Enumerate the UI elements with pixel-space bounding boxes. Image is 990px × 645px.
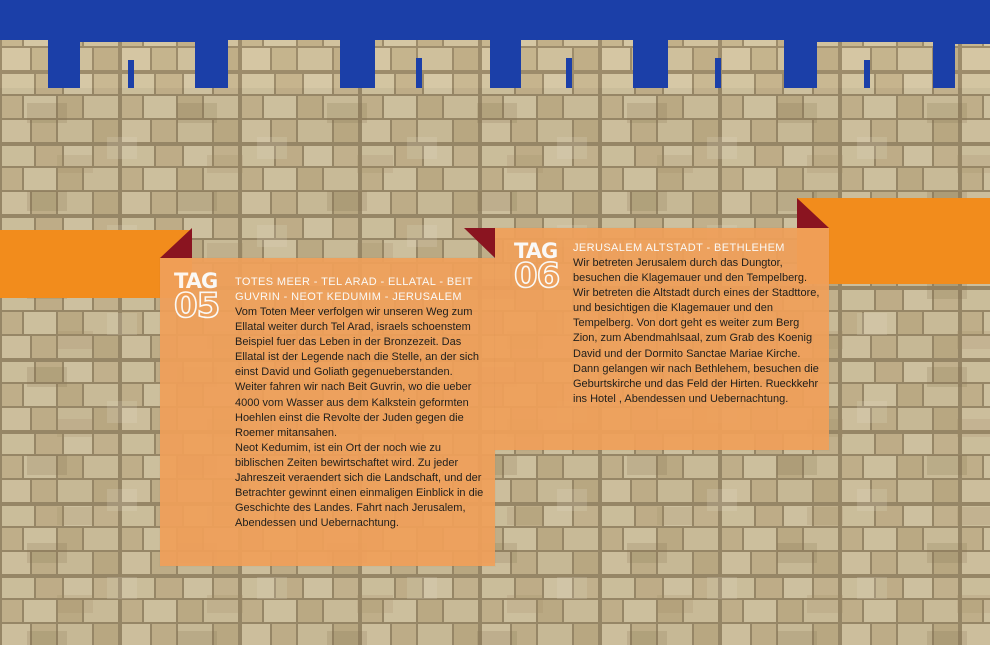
day-badge: [514, 239, 560, 297]
day-paragraph: Vom Toten Meer verfolgen wir unseren Weg zum Ellatal weiter durch Tel Arad, israels schoenstem Beispiel fuer das Leben in der Bronzezeit. Das Ellatal ist der Legende nach die Stelle, an der sich einst David und Goliath gegenueberstanden.: [235, 306, 479, 379]
day-paragraph: Weiter fahren wir nach Beit Guvrin, wo die ueber 4000 vom Wasser aus dem Kalkstein geformten Hoehlen einst die Revolte der Juden gegen die Roemer mitansahen.: [235, 381, 472, 439]
day-badge: [174, 269, 220, 327]
day-title: TOTES MEER - TEL ARAD - ELLATAL - BEIT GUVRIN - NEOT KEDUMIM - JERUSALEM: [235, 276, 473, 303]
day-paragraph: Wir betreten Jerusalem durch das Dungtor, besuchen die Klagemauer und den Tempelberg. Wir betreten die Altstadt durch eines der Stadttore, und besichtigen die Klagemauer und den Tempelberg. Von dort geht es weiter zum Berg Zion, zum Abendmahlsaal, zum Grab des Koenig David und der Dormito Sanctae Mariae Kirche. Dann gelangen wir nach Bethlehem, besuchen die Geburtskirche und das Feld der Hirten. Rueckkehr ins Hotel , Abendessen und Uebernachtung.: [573, 257, 820, 405]
day-description: [573, 256, 823, 407]
day-paragraph: Neot Kedumim, ist ein Ort der noch wie zu biblischen Zeiten bewirtschaftet wird. Zu jeder Jahreszeit veraendert sich die Landschaft, und der Betrachter gewinnt einen einmaligen Einblick in die Geschichte des Landes. Fahrt nach Jerusalem, Abendessen und Uebernachtung.: [235, 441, 484, 530]
day-card-05: [160, 258, 495, 566]
day-badge-number: 05: [174, 286, 220, 327]
day-badge-word: TAG: [514, 239, 558, 263]
day-description: [235, 305, 485, 531]
day-card-06: [495, 228, 829, 450]
day-title: JERUSALEM ALTSTADT - BETHLEHEM: [573, 242, 785, 254]
day-badge-word: TAG: [174, 269, 218, 293]
day-badge-number: 06: [514, 256, 560, 297]
